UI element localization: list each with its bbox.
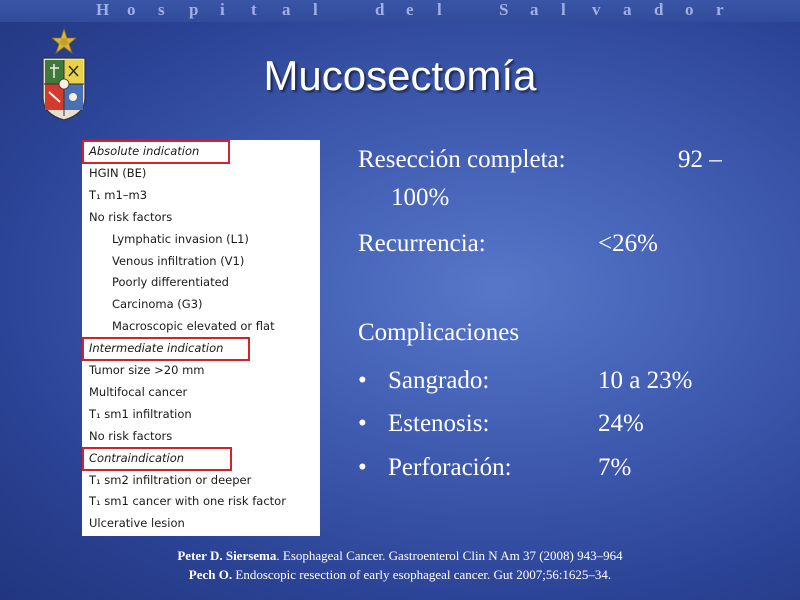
hospital-name-letter: v [592, 0, 601, 19]
indication-row: Lymphatic invasion (L1) [112, 231, 249, 246]
hospital-name-letter: a [282, 0, 291, 19]
complication-value: 24% [598, 410, 644, 437]
bullet-icon: • [358, 410, 367, 437]
indication-table [82, 140, 320, 536]
hospital-name-letter: r [716, 0, 724, 19]
hospital-name-letter: d [375, 0, 385, 19]
indication-heading: Contraindication [89, 450, 185, 465]
recurrencia-label: Recurrencia: [358, 230, 486, 257]
indication-row: Macroscopic elevated or flat [112, 319, 275, 334]
indication-row: Venous infiltration (V1) [112, 253, 245, 268]
hospital-name-letter: l [313, 0, 318, 19]
indication-row: T₁ m1–m3 [89, 187, 148, 202]
hospital-name-letter: S [499, 0, 509, 19]
hospital-name-letter: l [437, 0, 442, 19]
hospital-name-letter: t [251, 0, 257, 19]
indication-row: Carcinoma (G3) [112, 297, 203, 312]
hospital-name-letter: i [220, 0, 225, 19]
citation-text: Endoscopic resection of early esophageal cancer. Gut 2007;56:1625–34. [232, 567, 612, 582]
indication-heading: Intermediate indication [89, 341, 224, 356]
indication-row: Poorly differentiated [112, 275, 229, 290]
bullet-icon: • [358, 367, 367, 394]
citation-line [0, 565, 800, 584]
indication-heading: Absolute indication [89, 144, 200, 158]
citation-line [0, 546, 800, 565]
hospital-name-letter: p [189, 0, 199, 19]
bullet-icon: • [358, 454, 367, 481]
citation-author: Pech O. [188, 567, 233, 582]
indication-row: T₁ sm1 cancer with one risk factor [89, 494, 286, 509]
complication-value: 10 a 23% [598, 367, 693, 394]
indication-row: No risk factors [89, 209, 173, 224]
hospital-name-letter: H [96, 0, 110, 19]
indication-row: HGIN (BE) [89, 165, 147, 180]
reseccion-value: 92 – [678, 146, 722, 173]
complication-label: Perforación: [388, 454, 512, 481]
hospital-name-letter: s [158, 0, 165, 19]
recurrencia-value: <26% [598, 230, 658, 257]
indication-row: Multifocal cancer [89, 384, 188, 399]
citation-author: Peter D. Siersema [177, 548, 277, 563]
indication-row: T₁ sm2 infiltration or deeper [89, 472, 252, 487]
hospital-name-letter: a [530, 0, 539, 19]
complication-label: Estenosis: [388, 410, 490, 437]
indication-row: Tumor size >20 mm [89, 363, 205, 377]
complication-value: 7% [598, 454, 632, 481]
reseccion-value-cont: 100% [391, 184, 450, 211]
hospital-name-letter: a [623, 0, 632, 19]
citations [0, 546, 800, 584]
indication-row: No risk factors [89, 428, 173, 443]
complication-label: Sangrado: [388, 367, 490, 394]
reseccion-label: Resección completa: [358, 146, 566, 173]
hospital-name-letter: e [406, 0, 414, 19]
hospital-name-letter: d [654, 0, 664, 19]
hospital-name-letter: o [685, 0, 694, 19]
indication-row: T₁ sm1 infiltration [89, 406, 192, 421]
hospital-name-letter: o [127, 0, 136, 19]
complicaciones-heading: Complicaciones [358, 319, 520, 346]
hospital-name-letter: l [561, 0, 566, 19]
indication-row: Ulcerative lesion [89, 516, 185, 531]
slide-title: Mucosectomía [263, 52, 537, 99]
hospital-name [96, 0, 724, 20]
citation-text: . Esophageal Cancer. Gastroenterol Clin N Am 37 (2008) 943–964 [276, 548, 623, 563]
